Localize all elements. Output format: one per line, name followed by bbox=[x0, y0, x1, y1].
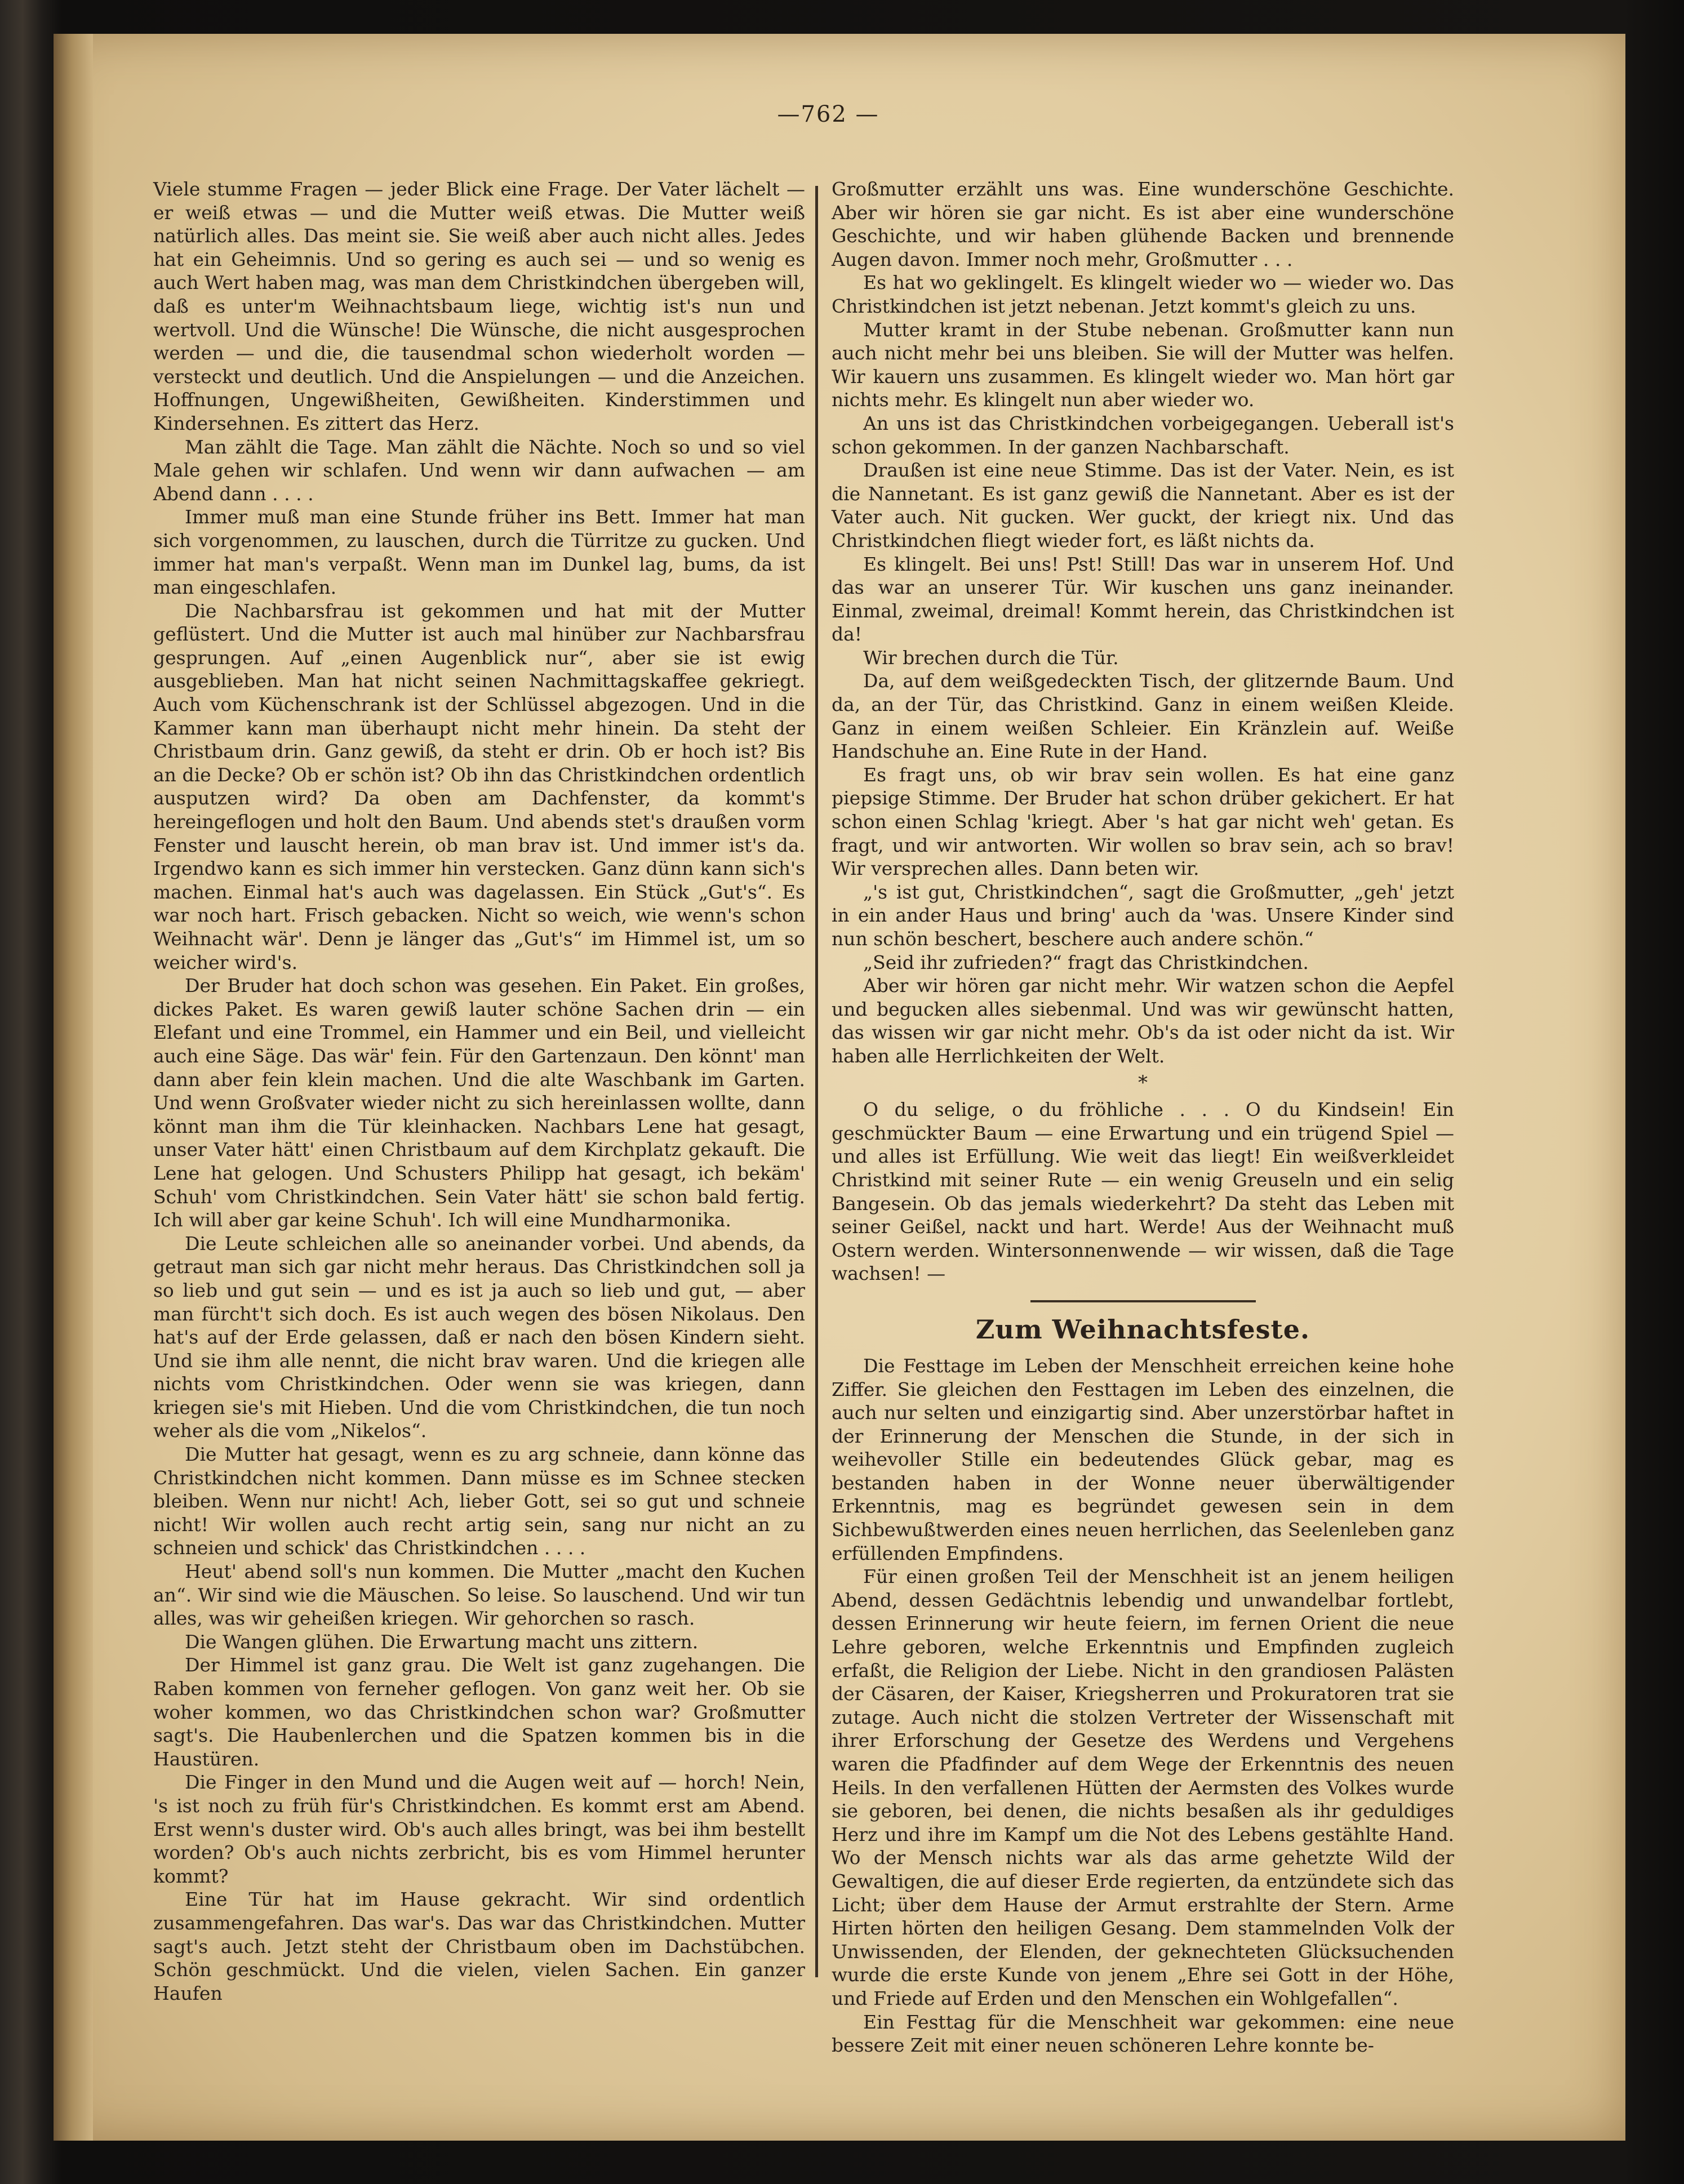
left-column bbox=[153, 177, 805, 2071]
paragraph: Eine Tür hat im Hause gekracht. Wir sind ordentlich zusammengefahren. Das war's. Das war das Christkindchen. Mutter sagt's auch. Jetzt steht der Christbaum oben im Dachstübchen. Schön geschmückt. Und die vielen, vielen Sachen. Ein ganzer Haufen bbox=[153, 1888, 805, 2004]
paragraph: Viele stumme Fragen — jeder Blick eine Frage. Der Vater lächelt — er weiß etwas — und die Mutter weiß etwas. Die Mutter weiß natürlich alles. Das meint sie. Sie weiß aber auch nicht alles. Jedes hat ein Geheimnis. Und so gering es auch sei — und so wenig es auch Wert haben mag, was man dem Christkindchen übergeben will, daß es unter'm Weihnachtsbaum liege, wichtig ist's nun und wertvoll. Und die Wünsche! Die Wünsche, die nicht ausgesprochen werden — und die, die tausendmal schon wiederholt worden — versteckt und deutlich. Und die Anspielungen — und die Anzeichen. Hoffnungen, Ungewißheiten, Gewißheiten. Kinderstimmen und Kindersehnen. Es zittert das Herz. bbox=[153, 178, 805, 434]
paragraph: Man zählt die Tage. Man zählt die Nächte. Noch so und so viel Male gehen wir schlafen. Und wenn wir dann aufwachen — am Abend dann . . . . bbox=[153, 435, 805, 505]
paragraph: Der Himmel ist ganz grau. Die Welt ist ganz zugehangen. Die Raben kommen von ferneher geflogen. Von ganz weit her. Ob sie woher kommen, wo das Christkindchen schon war? Großmutter sagt's. Die Haubenlerchen und die Spatzen kommen bis in die Haustüren. bbox=[153, 1654, 805, 1770]
paragraph: An uns ist das Christkindchen vorbeigegangen. Ueberall ist's schon gekommen. In der ganzen Nachbarschaft. bbox=[832, 412, 1454, 458]
article-paragraph: Für einen großen Teil der Menschheit ist an jenem heiligen Abend, dessen Gedächtnis lebendig und unwandelbar fortlebt, dessen Erinnerung wir heute feiern, im fernen Orient die neue Lehre geboren, welche Erkenntnis und Empfinden zugleich erfaßt, die Religion der Liebe. Nicht in den grandiosen Palästen der Cäsaren, der Kaiser, Kriegsherren und Prokuratoren trat sie zutage. Auch nicht die stolzen Vertreter der Wissenschaft mit ihrer Erforschung der Gesetze des Werdens und Vergehens waren die Pfadfinder auf dem Wege der Erkenntnis des neuen Heils. In den verfallenen Hütten der Aermsten des Volkes wurde sie geboren, bei denen, die nichts besaßen als ihr geduldiges Herz und ihre im Kampf um die Not des Lebens gestählte Hand. Wo der Mensch nichts war als das arme gehetzte Wild der Gewaltigen, die auf dieser Erde regierten, da entzündete sich das Licht; über dem Hause der Armut erstrahlte der Stern. Arme Hirten hörten den heiligen Gesang. Dem stammelnden Volk der Unwissenden, der Elenden, der geknechteten Glücksuchenden wurde die erste Kunde von jenem „Ehre sei Gott in der Höhe, und Friede auf Erden und den Menschen ein Wohlgefallen“. bbox=[832, 1565, 1454, 2009]
paragraph: Es fragt uns, ob wir brav sein wollen. Es hat eine ganz piepsige Stimme. Der Bruder hat schon drüber gekichert. Er hat schon einen Schlag 'kriegt. Aber 's hat gar nicht weh' getan. Es fragt, und wir antworten. Wir wollen so brav sein, ach so brav! Wir versprechen alles. Dann beten wir. bbox=[832, 763, 1454, 880]
page-number: —762 — bbox=[777, 101, 879, 127]
paragraph: Die Nachbarsfrau ist gekommen und hat mit der Mutter geflüstert. Und die Mutter ist auch mal hinüber zur Nachbarsfrau gesprungen. Auf „einen Augenblick nur“, aber sie ist ewig ausgeblieben. Man hat nicht seinen Nachmittagskaffee gekriegt. Auch vom Küchenschrank ist der Schlüssel abgezogen. Und in die Kammer kann man überhaupt nicht mehr hinein. Da steht der Christbaum drin. Ganz gewiß, da steht er drin. Ob er hoch ist? Bis an die Decke? Ob er schön ist? Ob ihn das Christkindchen ordentlich ausputzen wird? Da oben am Dachfenster, da kommt's hereingeflogen und holt den Baum. Und abends stet's draußen vorm Fenster und lauscht herein, ob man brav ist. Und immer ist's da. Irgendwo kann es sich immer hin verstecken. Ganz dünn kann sich's machen. Einmal hat's auch was dagelassen. Ein Stück „Gut's“. Es war noch hart. Frisch gebacken. Nicht so weich, wie wenn's schon Weihnacht wär'. Denn je länger das „Gut's“ im Himmel ist, um so weicher wird's. bbox=[153, 599, 805, 973]
article-separator-rule bbox=[1030, 1300, 1256, 1302]
paragraph: Wir brechen durch die Tür. bbox=[863, 646, 1119, 669]
paragraph: Es klingelt. Bei uns! Pst! Still! Das war in unserem Hof. Und das war an unserer Tür. Wir kuschen uns ganz ineinander. Einmal, zweimal, dreimal! Kommt herein, das Christkindchen ist da! bbox=[832, 553, 1454, 646]
paragraph: Mutter kramt in der Stube nebenan. Großmutter kann nun auch nicht mehr bei uns bleiben. Sie will der Mutter was helfen. Wir kauern uns zusammen. Es klingelt wieder wo. Man hört gar nichts mehr. Es klingelt nun aber wieder wo. bbox=[832, 318, 1454, 411]
paragraph: Da, auf dem weißgedeckten Tisch, der glitzernde Baum. Und da, an der Tür, das Christkind. Ganz in einem weißen Kleide. Ganz in einem weißen Schleier. Ein Kränzlein auf. Weiße Handschuhe an. Eine Rute in der Hand. bbox=[832, 670, 1454, 763]
paragraph: Immer muß man eine Stunde früher ins Bett. Immer hat man sich vorgenommen, zu lauschen, durch die Türritze zu gucken. Und immer hat man's verpaßt. Wenn man im Dunkel lag, bums, da ist man eingeschlafen. bbox=[153, 506, 805, 599]
book-binding-edge bbox=[54, 34, 93, 2141]
right-column bbox=[832, 177, 1454, 2071]
paragraph: Es hat wo geklingelt. Es klingelt wieder wo — wieder wo. Das Christkindchen ist jetzt nebenan. Jetzt kommt's gleich zu uns. bbox=[832, 272, 1454, 317]
paragraph: Der Bruder hat doch schon was gesehen. Ein Paket. Ein großes, dickes Paket. Es waren gewiß lauter schöne Sachen drin — ein Elefant und eine Trommel, ein Hammer und ein Beil, und vielleicht auch eine Säge. Das wär' fein. Für den Gartenzaun. Den könnt' man dann aber fein klein machen. Und die alte Waschbank im Garten. Und wenn Großvater wieder nicht zu sich hereinlassen wollte, dann könnt man ihm die Tür kleinhacken. Nachbars Lene hat gesagt, unser Vater hätt' einen Christbaum auf dem Kirchplatz gekauft. Die Lene hat gelogen. Und Schusters Philipp hat gesagt, ich bekäm' Schuh' vom Christkindchen. Sein Vater hätt' sie schon bald fertig. Ich will aber gar keine Schuh'. Ich will eine Mundharmonika. bbox=[153, 975, 805, 1231]
paragraph: Die Finger in den Mund und die Augen weit auf — horch! Nein, 's ist noch zu früh für's Christkindchen. Es kommt erst am Abend. Erst wenn's duster wird. Ob's auch alles bringt, was bei ihm bestellt worden? Ob's auch nichts zerbricht, bis es vom Himmel herunter kommt? bbox=[153, 1771, 805, 1887]
article-title: Zum Weihnachtsfeste. bbox=[975, 1314, 1310, 1345]
column-divider bbox=[815, 186, 818, 1977]
paragraph: Draußen ist eine neue Stimme. Das ist der Vater. Nein, es ist die Nannetant. Es ist ganz gewiß die Nannetant. Aber es ist der Vater auch. Nit gucken. Wer guckt, der kriegt nix. Und das Christkindchen fliegt wieder fort, es läßt nichts da. bbox=[832, 459, 1454, 551]
section-separator-star: * bbox=[1138, 1071, 1148, 1094]
paragraph: Aber wir hören gar nicht mehr. Wir watzen schon die Aepfel und begucken alles siebenmal. Und was wir gewünscht hatten, das wissen wir gar nicht mehr. Ob's da ist oder nicht da ist. Wir haben alle Herrlichkeiten der Welt. bbox=[832, 975, 1454, 1067]
paragraph: Die Wangen glühen. Die Erwartung macht uns zittern. bbox=[185, 1630, 699, 1653]
paragraph: Die Leute schleichen alle so aneinander vorbei. Und abends, da getraut man sich gar nicht mehr heraus. Das Christkindchen soll ja so lieb und gut sein — und es ist ja auch so lieb und gut, — aber man fürcht't sich doch. Es ist auch wegen des bösen Nikolaus. Den hat's auf der Erde gelassen, daß er nach den bösen Kindern sieht. Und sie ihm alle nennt, die nicht brav waren. Und die kriegen alle nichts vom Christkindchen. Oder wenn sie was kriegen, dann kriegen sie's mit Hieben. Und die vom Christkindchen, die tun noch weher als die vom „Nikelos“. bbox=[153, 1232, 805, 1442]
article-paragraph: Ein Festtag für die Menschheit war gekommen: eine neue bessere Zeit mit einer neuen schöneren Lehre konnte be- bbox=[832, 2010, 1454, 2057]
paragraph: Heut' abend soll's nun kommen. Die Mutter „macht den Kuchen an“. Wir sind wie die Mäuschen. So leise. So lauschend. Und wir tun alles, was wir geheißen kriegen. Wir gehorchen so rasch. bbox=[153, 1560, 805, 1630]
closing-paragraph: O du selige, o du fröhliche . . . O du Kindsein! Ein geschmückter Baum — eine Erwartung und ein trügend Spiel — und alles ist Erfüllung. Wie weit das liegt! Ein weißverkleidet Christkind mit seiner Rute — ein wenig Greuseln und ein selig Bangesein. Ob das jemals wiederkehrt? Da steht das Leben mit seiner Geißel, nackt und hart. Werde! Aus der Weihnacht muß Ostern werden. Wintersonnenwende — wir wissen, daß die Tage wachsen! — bbox=[832, 1098, 1454, 1285]
article-paragraph: Die Festtage im Leben der Menschheit erreichen keine hohe Ziffer. Sie gleichen den Festtagen im Leben des einzelnen, die auch nur selten und einzigartig sind. Aber unzerstörbar haftet in der Erinnerung der Menschen die Stunde, in der sich in weihevoller Stille ein bedeutendes Glück gebar, mag es bestanden haben in der Wonne neuer überwältigender Erkenntnis, mag es begründet gewesen sein in dem Sichbewußtwerden eines neuen herrlichen, das Seelenleben ganz erfüllenden Empfindens. bbox=[832, 1354, 1454, 1564]
paragraph: Die Mutter hat gesagt, wenn es zu arg schneie, dann könne das Christkindchen nicht kommen. Dann müsse es im Schnee stecken bleiben. Wenn nur nicht! Ach, lieber Gott, sei so gut und schneie nicht! Wir wollen auch recht artig sein, sang nur nicht an zu schneien und schick' das Christkindchen . . . . bbox=[153, 1443, 805, 1559]
paragraph: Großmutter erzählt uns was. Eine wunderschöne Geschichte. Aber wir hören sie gar nicht. Es ist aber eine wunderschöne Geschichte, und wir haben glühende Backen und brennende Augen davon. Immer noch mehr, Großmutter . . . bbox=[832, 178, 1454, 270]
paragraph: „Seid ihr zufrieden?“ fragt das Christkindchen. bbox=[863, 951, 1309, 973]
paragraph: „'s ist gut, Christkindchen“, sagt die Großmutter, „geh' jetzt in ein ander Haus und bring' auch da 'was. Unsere Kinder sind nun schön beschert, beschere auch andere schön.“ bbox=[832, 880, 1454, 950]
